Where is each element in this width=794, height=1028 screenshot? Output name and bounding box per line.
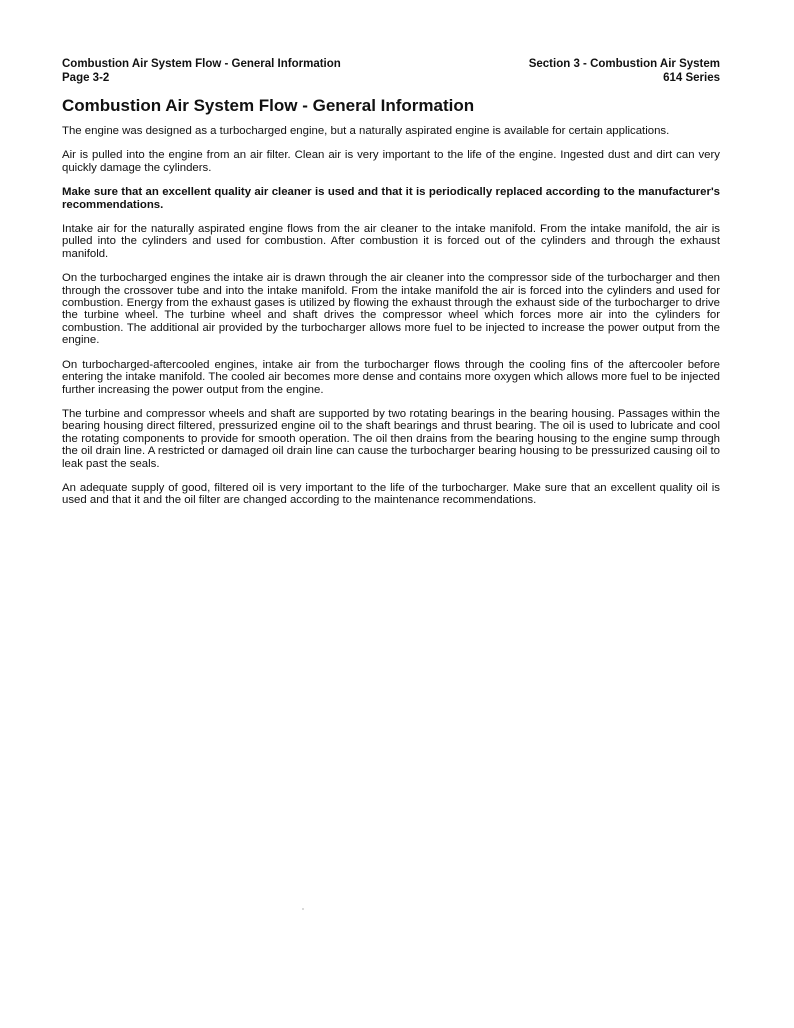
paragraph-aftercooled: On turbocharged-aftercooled engines, intake air from the turbocharger flows through the cooling fins of the aftercooler before entering the intake manifold. The cooled air becomes more dense and contains more oxygen which allows more fuel to be injected further increasing the power output from the engine. <box>62 358 720 396</box>
document-page <box>62 58 720 519</box>
header-left <box>62 58 341 85</box>
header-series: 614 Series <box>663 71 720 84</box>
paragraph-bearings: The turbine and compressor wheels and shaft are supported by two rotating bearings in the bearing housing. Passages within the bearing housing direct filtered, pressurized engine oil to the shaft bearings and thrust bearing. The oil is used to lubricate and cool the rotating components to provide for smooth operation. The oil then drains from the bearing housing to the engine sump through the oil drain line. A restricted or damaged oil drain line can cause the turbocharger bearing housing to be pressurized causing oil to leak past the seals. <box>62 407 720 470</box>
paragraph-air-cleaner-warning: Make sure that an excellent quality air cleaner is used and that it is periodically replaced according to the manufacturer's recommendations. <box>62 186 720 211</box>
header-page-number: Page 3-2 <box>62 71 110 84</box>
header-chapter-title: Combustion Air System Flow - General Information <box>62 58 341 70</box>
paragraph-turbocharged: On the turbocharged engines the intake air is drawn through the air cleaner into the compressor side of the turbocharger and then through the crossover tube and into the intake manifold. From the intake manifold the air is forced into the cylinders and used for combustion. Energy from the exhaust gases is utilized by flowing the exhaust through the exhaust side of the turbocharger to drive the turbine wheel. The turbine wheel and shaft drives the compressor wheel which forces more air into the cylinders for combustion. The additional air provided by the turbocharger allows more fuel to be injected to increase the power output from the engine. <box>62 272 720 347</box>
page-header <box>62 58 720 85</box>
paragraph-air-filter: Air is pulled into the engine from an air filter. Clean air is very important to the life of the engine. Ingested dust and dirt can very quickly damage the cylinders. <box>62 149 720 174</box>
document-body <box>62 125 720 507</box>
header-section-title: Section 3 - Combustion Air System <box>528 58 720 70</box>
page-title: Combustion Air System Flow - General Information <box>62 96 475 115</box>
paragraph-intro: The engine was designed as a turbocharged engine, but a naturally aspirated engine is available for certain applications. <box>62 125 670 137</box>
header-right <box>529 58 720 85</box>
paragraph-naturally-aspirated: Intake air for the naturally aspirated engine flows from the air cleaner to the intake manifold. From the intake manifold, the air is pulled into the cylinders and used for combustion. After combustion it is forced out of the cylinders and through the exhaust manifold. <box>62 223 720 260</box>
scan-speck <box>302 908 304 910</box>
paragraph-oil-supply: An adequate supply of good, filtered oil is very important to the life of the turbocharger. Make sure that an excellent quality oil is used and that it and the oil filter are changed according to the maintenance recommendations. <box>62 481 720 507</box>
